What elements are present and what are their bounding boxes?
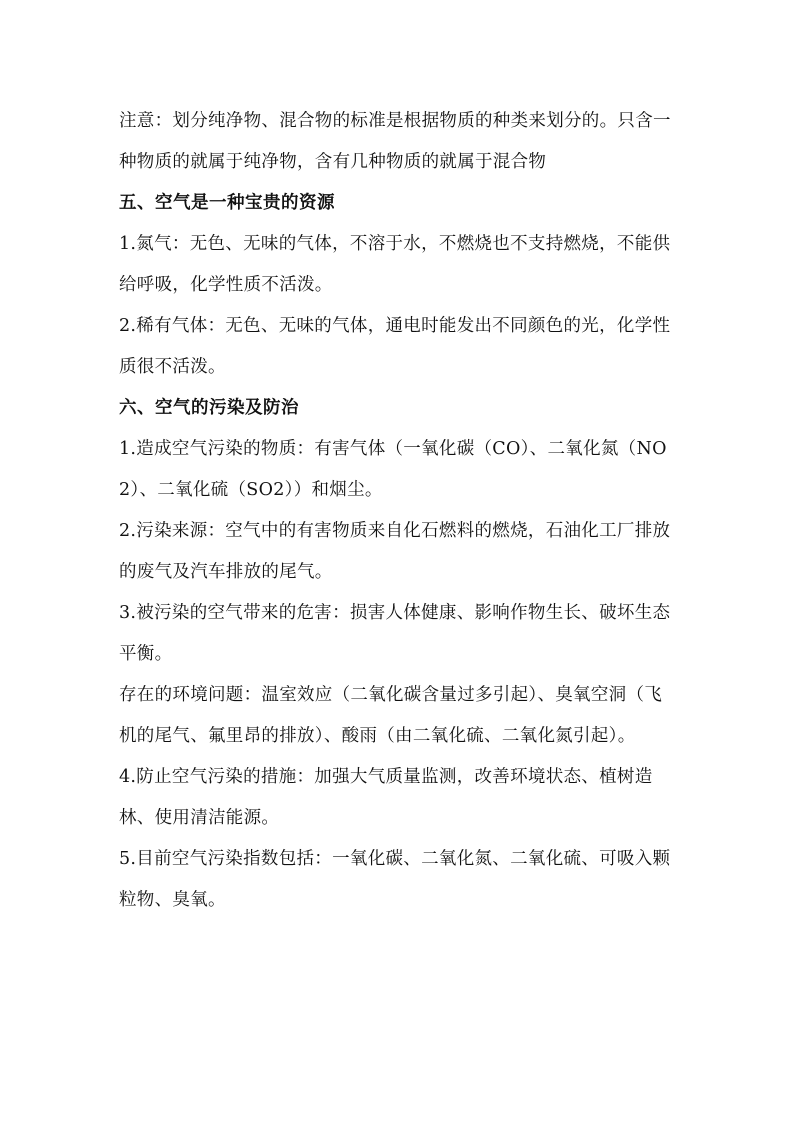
paragraph-pollution-index: 5.目前空气污染指数包括：一氧化碳、二氧化氮、二氧化硫、可吸入颗粒物、臭氧。 (119, 849, 671, 910)
paragraph-nitrogen: 1.氮气：无色、无味的气体，不溶于水，不燃烧也不支持燃烧，不能供给呼吸，化学性质不活泼。 (119, 234, 671, 295)
document-content (119, 101, 679, 921)
note-paragraph: 注意：划分纯净物、混合物的标准是根据物质的种类来划分的。只含一种物质的就属于纯净物，含有几种物质的就属于混合物 (119, 111, 671, 172)
section-heading-air-resource: 五、空气是一种宝贵的资源 (119, 193, 335, 213)
paragraph-prevention-measures: 4.防止空气污染的措施：加强大气质量监测，改善环境状态、植树造林、使用清洁能源。 (119, 767, 653, 828)
paragraph-pollution-hazards: 3.被污染的空气带来的危害：损害人体健康、影响作物生长、破坏生态平衡。 (119, 603, 671, 664)
paragraph-noble-gases: 2.稀有气体：无色、无味的气体，通电时能发出不同颜色的光，化学性质很不活泼。 (119, 316, 671, 377)
paragraph-environmental-problems: 存在的环境问题：温室效应（二氧化碳含量过多引起）、臭氧空洞（飞机的尾气、氟里昂的排放）、酸雨（由二氧化硫、二氧化氮引起）。 (119, 685, 663, 746)
paragraph-pollution-sources: 2.污染来源：空气中的有害物质来自化石燃料的燃烧，石油化工厂排放的废气及汽车排放的尾气。 (119, 521, 671, 582)
paragraph-pollutants: 1.造成空气污染的物质：有害气体（一氧化碳（CO）、二氧化氮（NO2）、二氧化硫（SO2））和烟尘。 (119, 439, 667, 500)
section-heading-air-pollution: 六、空气的污染及防治 (119, 398, 299, 418)
